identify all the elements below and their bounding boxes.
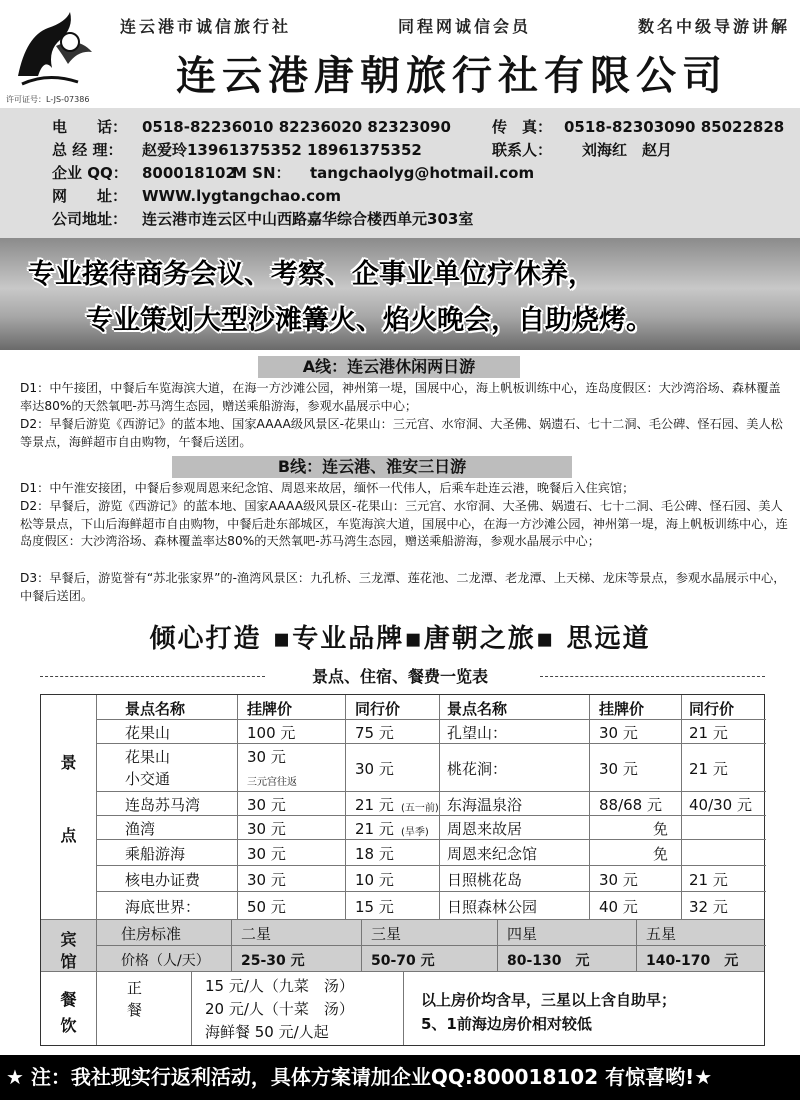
table-cell: 日照桃花岛 (447, 871, 523, 889)
table-cell: 渔湾 (125, 820, 156, 838)
slogan: 倾心打造 ▪专业品牌▪唐朝之旅▪ 思远道 (149, 624, 651, 654)
table-cell: 30 元 (247, 871, 286, 889)
hotel-standard-label: 住房标准 (121, 925, 182, 943)
footer-notice: ★ 注：我社现实行返利活动，具体方案请加企业QQ:800018102 有惊喜哟!★ (0, 1055, 800, 1100)
address-label: 公司地址： (52, 210, 128, 228)
route-b-day1: D1：中午淮安接团，中餐后参观周恩来纪念馆、周恩来故居，缅怀一代伟人，后乘车赴连云港，晚餐后入住宾馆； (20, 481, 635, 495)
table-cell: 免 (653, 820, 669, 838)
table-note: (五一前) (401, 803, 439, 814)
grid-line (41, 919, 764, 920)
grid-line (403, 971, 404, 1045)
hotel-price: 80-130 元 (507, 953, 590, 969)
manager-label: 总 经 理： (52, 141, 123, 159)
table-cell: 连岛苏马湾 (125, 796, 201, 814)
contact-label: 联系人： (492, 141, 553, 159)
table-cell: 18 元 (355, 845, 394, 863)
table-cell: 海底世界： (125, 898, 201, 916)
hotel-price-label: 价格（人/天） (121, 953, 210, 969)
route-b-day2: D2：早餐后，游览《西游记》的蓝本地、国家AAAA级风景区-花果山：三元宫、水帘洞、大圣佛、娲遗石、七十二洞、毛公碑、怪石园、美人松等景点，下山后海鲜超市自由购物，中餐后赴东部城区，车览海滨大道，国展中心，在海一方沙滩公园，神州第一堤，海上帆板训练中心，连岛度假区：大沙湾浴场、森林覆盖率达80%的天然氧吧-苏马湾生态园，赠送乘船游海，参观水晶展示中心； (20, 499, 788, 548)
column-header: 挂牌价 (599, 700, 645, 718)
route-a-day2: D2：早餐后游览《西游记》的蓝本地、国家AAAA级风景区-花果山：三元宫、水帘洞、大圣佛、娲遗石、七十二洞、毛公碑、怪石园、美人松等景点，海鲜超市自由购物，午餐后送团。 (20, 417, 783, 449)
table-cell: 30 元 (599, 871, 638, 889)
column-header: 挂牌价 (247, 700, 293, 718)
promo-banner (0, 238, 800, 350)
grid-line (96, 891, 766, 892)
tagline: 连云港市诚信旅行社 (120, 17, 292, 36)
hotel-label-2: 馆 (60, 952, 77, 971)
table-cell: 30 元 (247, 820, 286, 838)
table-cell: 桃花涧： (447, 760, 508, 778)
tagline: 数名中级导游讲解 (637, 17, 790, 36)
table-cell: 花果山 (125, 748, 171, 766)
hotel-price: 25-30 元 (241, 953, 305, 969)
msn-value[interactable]: tangchaolyg@hotmail.com (310, 164, 535, 182)
manager-row (52, 139, 800, 162)
grid-line (96, 839, 766, 840)
route-a-title: A线：连云港休闲两日游 (258, 356, 520, 378)
table-cell: 日照森林公园 (447, 898, 538, 916)
grid-line (681, 695, 682, 919)
grid-line (96, 945, 766, 946)
hotel-level: 四星 (507, 925, 538, 943)
phone-value: 0518-82236010 82236020 82323090 (142, 118, 451, 136)
table-cell: 30 元 (355, 760, 394, 778)
grid-line (191, 971, 192, 1045)
scenic-label-1: 景 (60, 753, 77, 772)
company-logo (8, 6, 104, 94)
divider (540, 676, 765, 677)
grid-line (237, 695, 238, 919)
meal-label-1: 餐 (60, 990, 77, 1009)
table-cell: 15 元 (355, 898, 394, 916)
meal-type: 正 (127, 979, 143, 997)
table-note: (旱季) (401, 827, 429, 838)
table-cell: 乘船游海 (125, 845, 186, 863)
table-cell: 核电办证费 (125, 871, 201, 889)
table-cell: 40/30 元 (689, 796, 752, 814)
table-cell: 21 元 (689, 871, 728, 889)
fax-label: 传 真： (492, 118, 553, 136)
table-cell: 30 元 (599, 724, 638, 742)
table-cell: 30 元 (247, 796, 286, 814)
table-cell: 花果山 (125, 724, 171, 742)
table-title: 景点、住宿、餐费一览表 (311, 667, 488, 686)
grid-line (589, 695, 590, 919)
web-label: 网 址： (52, 187, 128, 205)
table-cell: 21 元 (689, 724, 728, 742)
grid-line (96, 815, 766, 816)
qq-label: 企业 QQ： (52, 164, 128, 182)
grid-line (96, 719, 766, 720)
web-row (52, 185, 800, 208)
grid-line (41, 971, 764, 972)
scenic-label-2: 点 (60, 826, 77, 845)
grid-line (96, 743, 766, 744)
tagline: 同程网诚信会员 (397, 17, 531, 36)
phone-label: 电 话： (52, 118, 128, 136)
meal-note: 5、1前海边房价相对较低 (421, 1015, 592, 1033)
table-cell: 30 元 (247, 845, 286, 863)
price-table (40, 694, 765, 1046)
contact-value: 刘海红 赵月 (582, 141, 673, 159)
route-b-title: B线：连云港、淮安三日游 (172, 456, 572, 478)
manager-value: 赵爱玲13961375352 18961375352 (142, 141, 422, 159)
table-cell: 30 元 (247, 748, 286, 766)
column-header: 同行价 (689, 700, 735, 718)
address-value: 连云港市连云区中山西路嘉华综合楼西单元303室 (142, 210, 474, 228)
header (0, 0, 800, 108)
meal-type: 餐 (127, 1001, 143, 1019)
table-cell: 32 元 (689, 898, 728, 916)
column-header: 景点名称 (447, 700, 508, 718)
hotel-price: 50-70 元 (371, 953, 435, 969)
table-cell: 21 元 (689, 760, 728, 778)
meal-price: 20 元/人（十菜 汤） (205, 1000, 354, 1018)
table-cell: 小交通 (125, 770, 171, 788)
company-title: 连云港唐朝旅行社有限公司 (176, 52, 728, 99)
contact-info (0, 108, 800, 238)
column-header: 景点名称 (125, 700, 186, 718)
table-cell: 10 元 (355, 871, 394, 889)
qq-row (52, 162, 800, 185)
table-cell: 周恩来故居 (447, 820, 523, 838)
table-cell: 50 元 (247, 898, 286, 916)
hotel-price: 140-170 元 (646, 953, 739, 969)
msn-label: M SN： (232, 164, 291, 182)
phone-row (52, 116, 800, 139)
table-cell: 孔望山： (447, 724, 508, 742)
table-cell: 21 元 (355, 820, 394, 838)
table-cell: 88/68 元 (599, 796, 662, 814)
license-number: 许可证号：L-JS-07386 (6, 95, 90, 104)
grid-line (96, 865, 766, 866)
hotel-label-1: 宾 (60, 930, 77, 949)
qq-value: 800018102 (142, 164, 236, 182)
column-header: 同行价 (355, 700, 401, 718)
address-row (52, 208, 800, 231)
route-b-day3: D3：早餐后，游览誉有“苏北张家界”的-渔湾风景区：九孔桥、三龙潭、莲花池、二龙潭、老龙潭、上天梯、龙床等景点，参观水晶展示中心，中餐后送团。 (20, 571, 786, 603)
table-cell: 75 元 (355, 724, 394, 742)
meal-price: 15 元/人（九菜 汤） (205, 977, 354, 995)
table-note: 三元宫往返 (247, 777, 297, 788)
meal-label-2: 饮 (60, 1016, 77, 1035)
tagline-row (120, 14, 790, 37)
fax-value: 0518-82303090 85022828 (564, 118, 785, 136)
grid-line (439, 695, 440, 919)
route-a-day1: D1：中午接团，中餐后车览海滨大道，在海一方沙滩公园，神州第一堤，国展中心，海上帆板训练中心，连岛度假区：大沙湾浴场、森林覆盖率达80%的天然氧吧-苏马湾生态园，赠送乘船游海，参观水晶展示中心； (20, 381, 781, 413)
table-cell: 100 元 (247, 724, 296, 742)
grid-line (345, 695, 346, 919)
table-cell: 东海温泉浴 (447, 796, 523, 814)
table-cell: 30 元 (599, 760, 638, 778)
hotel-level: 三星 (371, 925, 402, 943)
meal-note: 以上房价均含早，三星以上含自助早； (421, 991, 677, 1009)
banner-line-2: 专业策划大型沙滩篝火、焰火晚会，自助烧烤。 (86, 305, 653, 336)
table-cell: 免 (653, 845, 669, 863)
web-link[interactable]: WWW.lygtangchao.com (142, 187, 341, 205)
hotel-level: 二星 (241, 925, 272, 943)
banner-line-1: 专业接待商务会议、考察、企事业单位疗休养， (28, 259, 595, 290)
hotel-level: 五星 (646, 925, 677, 943)
table-cell: 21 元 (355, 796, 394, 814)
meal-price: 海鲜餐 50 元/人起 (205, 1023, 329, 1041)
table-cell: 周恩来纪念馆 (447, 845, 538, 863)
grid-line (96, 791, 766, 792)
table-cell: 40 元 (599, 898, 638, 916)
grid-line (96, 695, 97, 1045)
